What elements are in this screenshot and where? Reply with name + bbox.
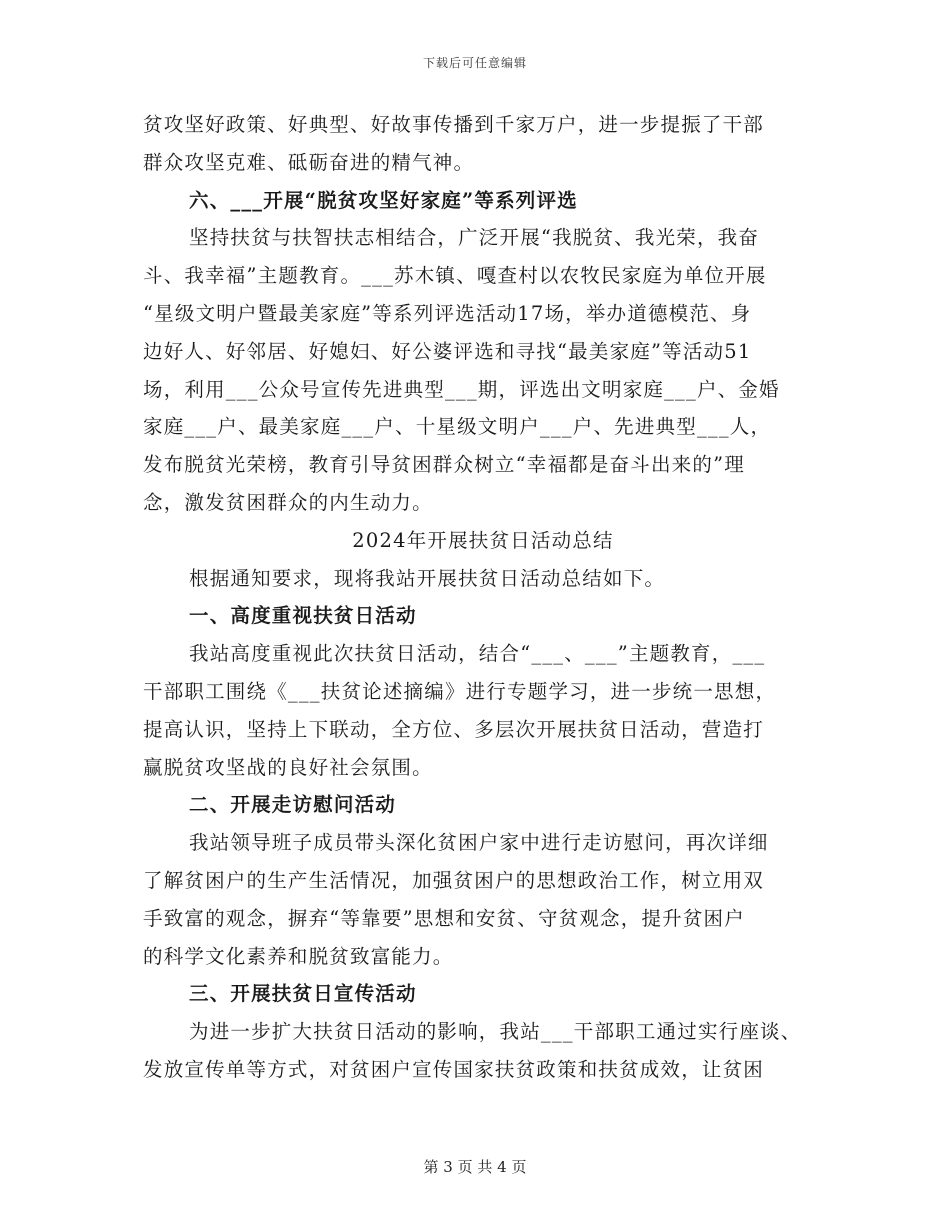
text-line: 坚持扶贫与扶智扶志相结合，广泛开展“我脱贫、我光荣，我奋	[189, 226, 760, 250]
text-line: 我站高度重视此次扶贫日活动，结合“___、___”主题教育，___	[189, 642, 766, 666]
text-line: 为进一步扩大扶贫日活动的影响，我站___干部职工通过实行座谈、	[189, 1020, 802, 1044]
text-line: 根据通知要求，现将我站开展扶贫日活动总结如下。	[189, 566, 666, 590]
text-line: 边好人、好邻居、好媳妇、好公婆评选和寻找“最美家庭”等活动51	[143, 339, 752, 363]
section-heading: 二、开展走访慰问活动	[189, 793, 397, 817]
text-line: 干部职工围绕《___扶贫论述摘编》进行专题学习，进一步统一思想，	[143, 679, 777, 703]
text-line: “星级文明户暨最美家庭”等系列评选活动17场，举办道德模范、身	[143, 301, 752, 325]
section-heading: 六、___开展“脱贫攻坚好家庭”等系列评选	[189, 188, 578, 212]
text-line: 我站领导班子成员带头深化贫困户家中进行走访慰问，再次详细	[189, 831, 769, 855]
section-heading: 三、开展扶贫日宣传活动	[189, 982, 417, 1006]
text-line: 提高认识，坚持上下联动，全方位、多层次开展扶贫日活动，营造打	[143, 717, 765, 741]
text-line: 赢脱贫攻坚战的良好社会氛围。	[143, 755, 433, 779]
document-title: 2024年开展扶贫日活动总结	[352, 528, 614, 552]
text-line: 发布脱贫光荣榜，教育引导贫困群众树立“幸福都是奋斗出来的”理	[143, 453, 745, 477]
text-line: 贫攻坚好政策、好典型、好故事传播到千家万户，进一步提振了干部	[143, 113, 765, 136]
text-line: 家庭___户、最美家庭___户、十星级文明户___户、先进典型___人，	[143, 415, 772, 439]
page-footer: 第 3 页 共 4 页	[423, 1158, 527, 1176]
text-line: 的科学文化素养和脱贫致富能力。	[143, 944, 454, 968]
page-header-note: 下载后可任意编辑	[422, 56, 527, 70]
text-line: 念，激发贫困群众的内生动力。	[143, 490, 433, 514]
text-line: 发放宣传单等方式，对贫困户宣传国家扶贫政策和扶贫成效，让贫困	[143, 1057, 765, 1081]
document-body	[143, 106, 823, 1089]
section-heading: 一、高度重视扶贫日活动	[189, 604, 417, 628]
text-line: 群众攻坚克难、砥砺奋进的精气神。	[143, 150, 475, 174]
text-line: 场，利用___公众号宣传先进典型___期，评选出文明家庭___户、金婚	[143, 377, 780, 401]
text-line: 了解贫困户的生产生活情况，加强贫困户的思想政治工作，树立用双	[143, 868, 765, 892]
text-line: 斗、我幸福”主题教育。___苏木镇、嘎查村以农牧民家庭为单位开展	[143, 264, 767, 288]
text-line: 手致富的观念，摒弃“等靠要”思想和安贫、守贫观念，提升贫困户	[143, 906, 745, 930]
